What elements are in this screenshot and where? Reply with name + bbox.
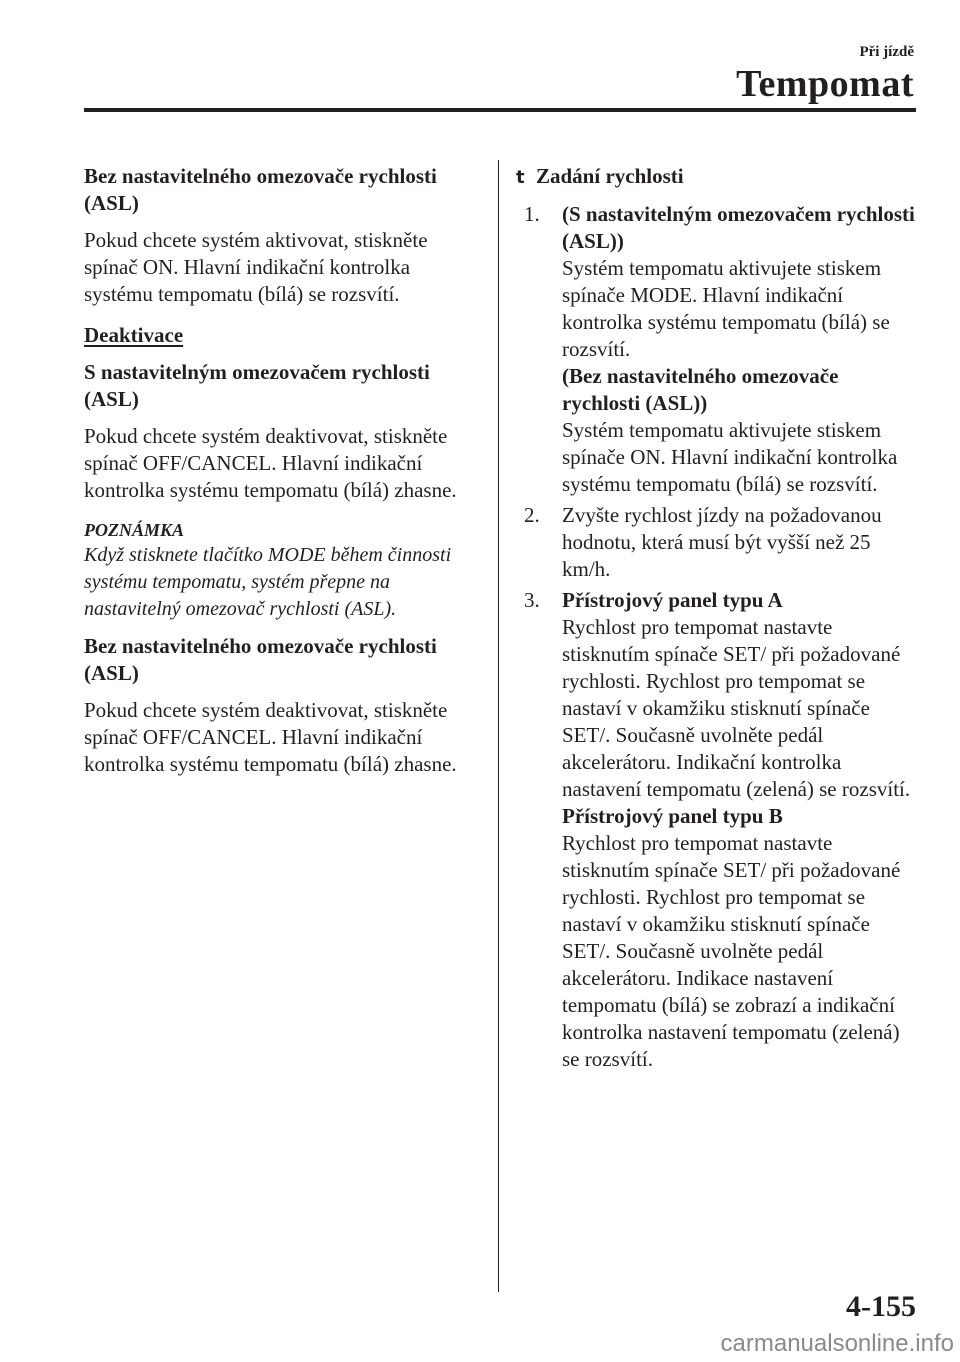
- page-number: 4-155: [846, 1290, 916, 1323]
- step-number: 3.: [524, 588, 540, 612]
- left-column: [84, 163, 482, 778]
- step-item: [516, 502, 920, 583]
- step-item: [516, 587, 920, 1073]
- step-number: 2.: [524, 503, 540, 527]
- chapter-title: Tempomat: [736, 63, 914, 105]
- activate-paragraph: Pokud chcete systém aktivovat, stiskněte spínač ON. Hlavní indikační kontrolka systému tempomatu (bílá) se rozsvítí.: [84, 228, 428, 306]
- step-item: [516, 201, 920, 498]
- section-name: Při jízdě: [859, 44, 914, 60]
- step-text: Systém tempomatu aktivujete stiskem spínače ON. Hlavní indikační kontrolka systému tempomatu (bílá) se rozsvítí.: [562, 418, 898, 496]
- speed-setting-title: Zadání rychlosti: [536, 164, 684, 188]
- step-subheading: (S nastavitelným omezovačem rychlosti (ASL)): [562, 202, 915, 253]
- step-text: Zvyšte rychlost jízdy na požadovanou hodnotu, která musí být vyšší než 25 km/h.: [562, 503, 882, 581]
- column-divider: [498, 160, 499, 1292]
- note-title: POZNÁMKA: [84, 520, 185, 540]
- deactivation-heading: Deaktivace: [84, 323, 184, 347]
- without-asl-heading-2: Bez nastavitelného omezovače rychlosti (ASL): [84, 634, 437, 685]
- with-asl-heading: S nastavitelným omezovačem rychlosti (ASL): [84, 360, 430, 411]
- deactivate-paragraph-1: Pokud chcete systém deaktivovat, stiskněte spínač OFF/CANCEL. Hlavní indikační kontrolka systému tempomatu (bílá) zhasne.: [84, 424, 457, 502]
- watermark: carmanualsonline.info: [720, 1330, 954, 1357]
- step-text: Rychlost pro tempomat nastavte stisknutím spínače SET/ při požadované rychlosti. Rychlost pro tempomat se nastaví v okamžiku stisknutí spínače SET/. Současně uvolněte pedál akcelerátoru. Indikační kontrolka nastavení tempomatu (zelená) se rozsvítí.: [562, 615, 911, 801]
- step-subheading: Přístrojový panel typu B: [562, 804, 783, 828]
- step-text: Systém tempomatu aktivujete stiskem spínače MODE. Hlavní indikační kontrolka systému tempomatu (bílá) se rozsvítí.: [562, 256, 890, 361]
- step-number: 1.: [524, 202, 540, 226]
- step-subheading: Přístrojový panel typu A: [562, 588, 783, 612]
- speed-setting-heading: [516, 163, 920, 191]
- steps-list: [516, 201, 920, 1073]
- step-text: Rychlost pro tempomat nastavte stisknutím spínače SET/ při požadované rychlosti. Rychlost pro tempomat se nastaví v okamžiku stisknutí spínače SET/. Současně uvolněte pedál akcelerátoru. Indikace nastavení tempomatu (bílá) se zobrazí a indikační kontrolka nastavení tempomatu (zelená) se rozsvítí.: [562, 831, 901, 1071]
- section-bullet-icon: t: [516, 167, 525, 188]
- note-text: Když stisknete tlačítko MODE během činnosti systému tempomatu, systém přepne na nastavitelný omezovač rychlosti (ASL).: [84, 544, 452, 620]
- step-subheading: (Bez nastavitelného omezovače rychlosti (ASL)): [562, 364, 839, 415]
- right-column: [516, 163, 920, 1077]
- deactivate-paragraph-2: Pokud chcete systém deaktivovat, stiskněte spínač OFF/CANCEL. Hlavní indikační kontrolka systému tempomatu (bílá) zhasne.: [84, 698, 457, 776]
- asl-off-heading: Bez nastavitelného omezovače rychlosti (ASL): [84, 164, 437, 215]
- header-rule: [84, 108, 916, 112]
